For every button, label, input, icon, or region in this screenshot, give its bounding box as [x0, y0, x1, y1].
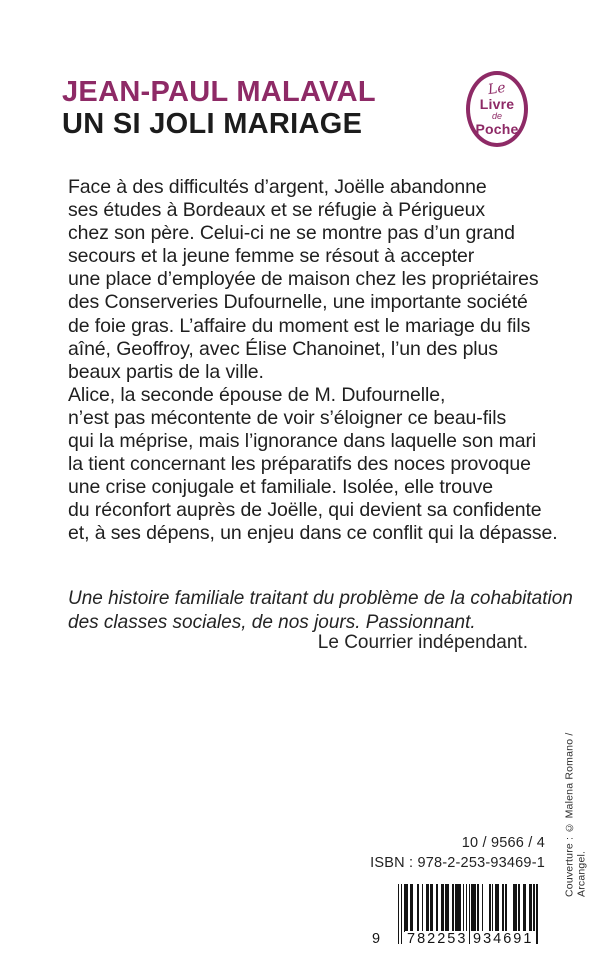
text-line: beaux partis de la ville.	[68, 360, 264, 383]
isbn-number: ISBN : 978-2-253-93469-1	[370, 855, 545, 871]
author-name: JEAN-PAUL MALAVAL	[62, 76, 376, 108]
text-line: qui la méprise, mais l’ignorance dans laquelle son mari	[68, 430, 537, 453]
book-title: UN SI JOLI MARIAGE	[62, 108, 363, 140]
barcode-digits-left: 782253	[407, 931, 468, 947]
barcode-digit-first: 9	[372, 931, 381, 947]
text-line: chez son père. Celui-ci ne se montre pas d’un grand	[68, 222, 515, 245]
quote-attribution: Le Courrier indépendant.	[317, 632, 528, 653]
text-line: Alice, la seconde épouse de M. Dufournelle,	[68, 383, 446, 406]
publisher-logo	[466, 71, 528, 147]
cover-credit: Couverture : © Malena Romano / Arcangel.	[563, 732, 588, 897]
logo-word-le: Le	[487, 79, 507, 99]
ean13-barcode	[372, 884, 538, 950]
text-line: des classes sociales, de nos jours. Passionnant.	[68, 612, 476, 633]
text-line: et, à ses dépens, un enjeu dans ce conflit qui la dépasse.	[68, 522, 558, 545]
text-line: n’est pas mécontente de voir s’éloigner ce beau-fils	[68, 406, 507, 429]
text-line: une crise conjugale et familiale. Isolée, elle trouve	[68, 476, 494, 499]
text-line: Une histoire familiale traitant du problème de la cohabitation	[68, 588, 573, 609]
text-line: une place d’employée de maison chez les propriétaires	[68, 268, 539, 291]
text-line: de foie gras. L’affaire du moment est le mariage du fils	[68, 314, 531, 337]
logo-word-livre: Livre	[479, 96, 515, 112]
text-line: des Conserveries Dufournelle, une importante société	[68, 291, 528, 314]
press-quote	[68, 587, 578, 635]
print-code: 10 / 9566 / 4	[461, 835, 545, 851]
text-line: aîné, Geoffroy, avec Élise Chanoinet, l’un des plus	[68, 337, 498, 360]
synopsis-text	[68, 176, 578, 546]
barcode-digits-right: 934691	[473, 931, 534, 947]
logo-word-poche: Poche	[475, 121, 519, 137]
logo-word-de: de	[491, 111, 502, 121]
text-line: du réconfort auprès de Joëlle, qui devient sa confidente	[68, 499, 542, 522]
text-line: ses études à Bordeaux et se réfugie à Périgueux	[68, 199, 485, 222]
barcode-digits	[372, 931, 538, 949]
print-info-block	[370, 835, 545, 871]
text-line: la tient concernant les préparatifs des noces provoque	[68, 453, 531, 476]
text-line: secours et la jeune femme se résout à accepter	[68, 245, 475, 268]
text-line: Face à des difficultés d’argent, Joëlle abandonne	[68, 176, 487, 198]
